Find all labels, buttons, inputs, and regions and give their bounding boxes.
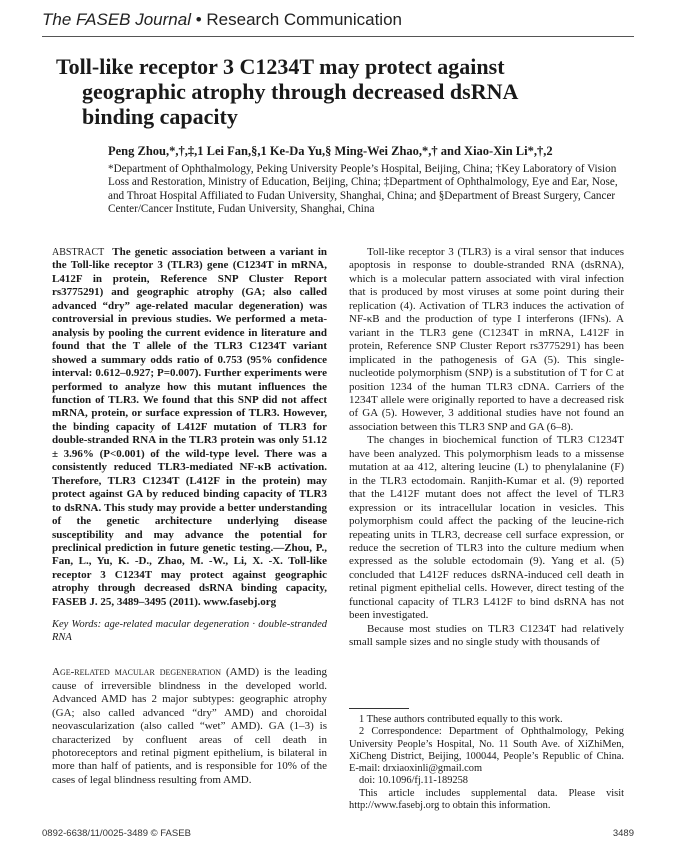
footnote-2: 2 Correspondence: Department of Ophthalmology, Peking University People’s Hospital, No. 11 South Ave. of XiZhiMen, XiCheng District, Beijing, 100044, People’s Republic of China. E-mail: drxiaoxinli@gmail.com (349, 726, 624, 775)
supplemental-note: This article includes supplemental data. Please visit http://www.fasebj.org to obtain this information. (349, 787, 624, 812)
doi-line: doi: 10.1096/fj.11-189258 (359, 775, 468, 787)
article-title (56, 54, 616, 129)
abstract (52, 246, 327, 609)
intro-paragraph (52, 666, 327, 787)
journal-name: The FASEB Journal (42, 10, 191, 29)
title-line-3: binding capacity (82, 104, 238, 129)
affiliations: *Department of Ophthalmology, Peking University People’s Hospital, Beijing, China; †Key Laboratory of Vision Loss and Restoration, Ministry of Education, Beijing, China; ‡Department of Ophthalmology, Eye and Ear, Nose, and Throat Hospital Affiliated to Fudan University, Shanghai, China; and §Department of Breast Surgery, Cancer Center/Cancer Institute, Fudan University, Shanghai, China (108, 163, 618, 216)
footnote-rule (349, 708, 409, 709)
abstract-label: ABSTRACT (52, 247, 105, 258)
footnote-1: 1 These authors contributed equally to this work. (359, 714, 563, 725)
right-column (349, 246, 624, 650)
title-line-2: geographic atrophy through decreased dsRNA (82, 79, 519, 104)
page-number: 3489 (612, 828, 634, 839)
intro-text: (AMD) is the leading cause of irreversible blindness in the developed world. Advanced AMD has 2 major subtypes: geographic atrophy (GA; also called advanced “dry” AMD) and choroidal neovascularization (also called “wet” AMD). GA (1–3) is characterized by confluent areas of cell death in photoreceptors and retinal pigment epithelium, is bilateral in more than half of patients, and is responsible for 10% of the cases of legal blindness resulting from AMD. (52, 666, 327, 786)
keywords-label: Key Words: (52, 619, 102, 631)
body-paragraph-1: Toll-like receptor 3 (TLR3) is a viral sensor that induces apoptosis in response to double-stranded RNA (dsRNA), which is a molecular pattern associated with viral infection that is produced by most viruses at some point during their replication (4). Activation of TLR3 induces the activation of NF-κB and the production of type I interferons (IFNs). A variant in the TLR3 gene (C1234T in mRNA, L412F in protein, Reference SNP Cluster Report rs3775291) has been implicated in the pathogenesis of GA (5). This single-nucleotide polymorphism (SNP) is a substitution of T for C at position 1234 of the human TLR3 cDNA. Carriers of the 1234T allele were originally reported to have a decreased risk of GA (5). However, 3 additional studies have not found an association between this TLR3 SNP and GA (6–8). (349, 246, 624, 433)
header-bullet: • (195, 10, 202, 29)
keywords (52, 619, 327, 644)
intro-lead: Age-related macular degeneration (52, 666, 222, 679)
keywords-text: age-related macular degeneration · double-stranded RNA (52, 619, 328, 643)
journal-header-line (42, 10, 402, 30)
section-name: Research Communication (206, 10, 402, 29)
journal-header (42, 6, 634, 37)
body-paragraph-2: The changes in biochemical function of TLR3 C1234T have been analyzed. This polymorphism leads to a missense mutation at aa 412, altering leucine (L) to phenylalanine (F) in the TLR3 ectodomain. Ranjith-Kumar et al. (9) reported that the L412F mutant does not affect the level of TLR3 expression or its intracellular location in vesicles. This polymorphism could affect the packing of the leucine-rich repeating units in TLR3, decrease cell surface expression, or reduce the secretion of TLR3 into the culture medium when expressed as the soluble ectodomain (9). Yang et al. (5) concluded that L412F reduces dsRNA-induced cell death in retinal pigment epithelial cells. However, direct testing of the functional capacity of TLR3 L412F to bind dsRNA has not been investigated. (349, 434, 624, 622)
abstract-text: The genetic association between a variant in the Toll-like receptor 3 (TLR3) gene (C1234T in mRNA, L412F in protein, Reference SNP Cluster Report rs3775291) and geographic atrophy (GA; also called advanced “dry” age-related macular degeneration) was controversial in previous studies. We performed a meta-analysis by pooling the current evidence in literature and found that the T allele of the TLR3 C1234T variant showed a summary odds ratio of 0.753 (95% confidence interval: 0.612–0.927; P=0.007). Further experiments were performed to analyze how this mutant influences the function of TLR3. We found that this SNP did not affect mRNA, protein, or surface expression of TLR3. However, the binding capacity of L412F mutation of TLR3 for double-stranded RNA in the TLR3 protein was only 51.12 ± 3.96% (P<0.001) of the wild-type level. There was a consistently reduced TLR3-mediated NF-κB activation. Therefore, TLR3 C1234T (L412F in the protein) may protect against GA by reduced binding capacity of TLR3 to dsRNA. This study may provide a better understanding of the genetic architecture underlying disease susceptibility and may advance the potential for preclinical prediction in future genetic testing.—Zhou, P., Fan, L., Yu, K. -D., Zhao, M. -W., Li, X. -X. Toll-like receptor 3 C1234T may protect against geographic atrophy through decreased dsRNA binding capacity, FASEB J. 25, 3489–3495 (2011). www.fasebj.org (52, 246, 327, 608)
title-line-1: Toll-like receptor 3 C1234T may protect against (56, 54, 505, 79)
footnotes (349, 714, 624, 812)
footer-issn: 0892-6638/11/0025-3489 © FASEB (42, 828, 191, 839)
body-paragraph-3: Because most studies on TLR3 C1234T had relatively small sample sizes and no single study with thousands of (349, 622, 624, 649)
left-column (52, 246, 327, 787)
author-list: Peng Zhou,*,†,‡,1 Lei Fan,§,1 Ke-Da Yu,§ Ming-Wei Zhao,*,† and Xiao-Xin Li*,†,2 (108, 144, 553, 158)
